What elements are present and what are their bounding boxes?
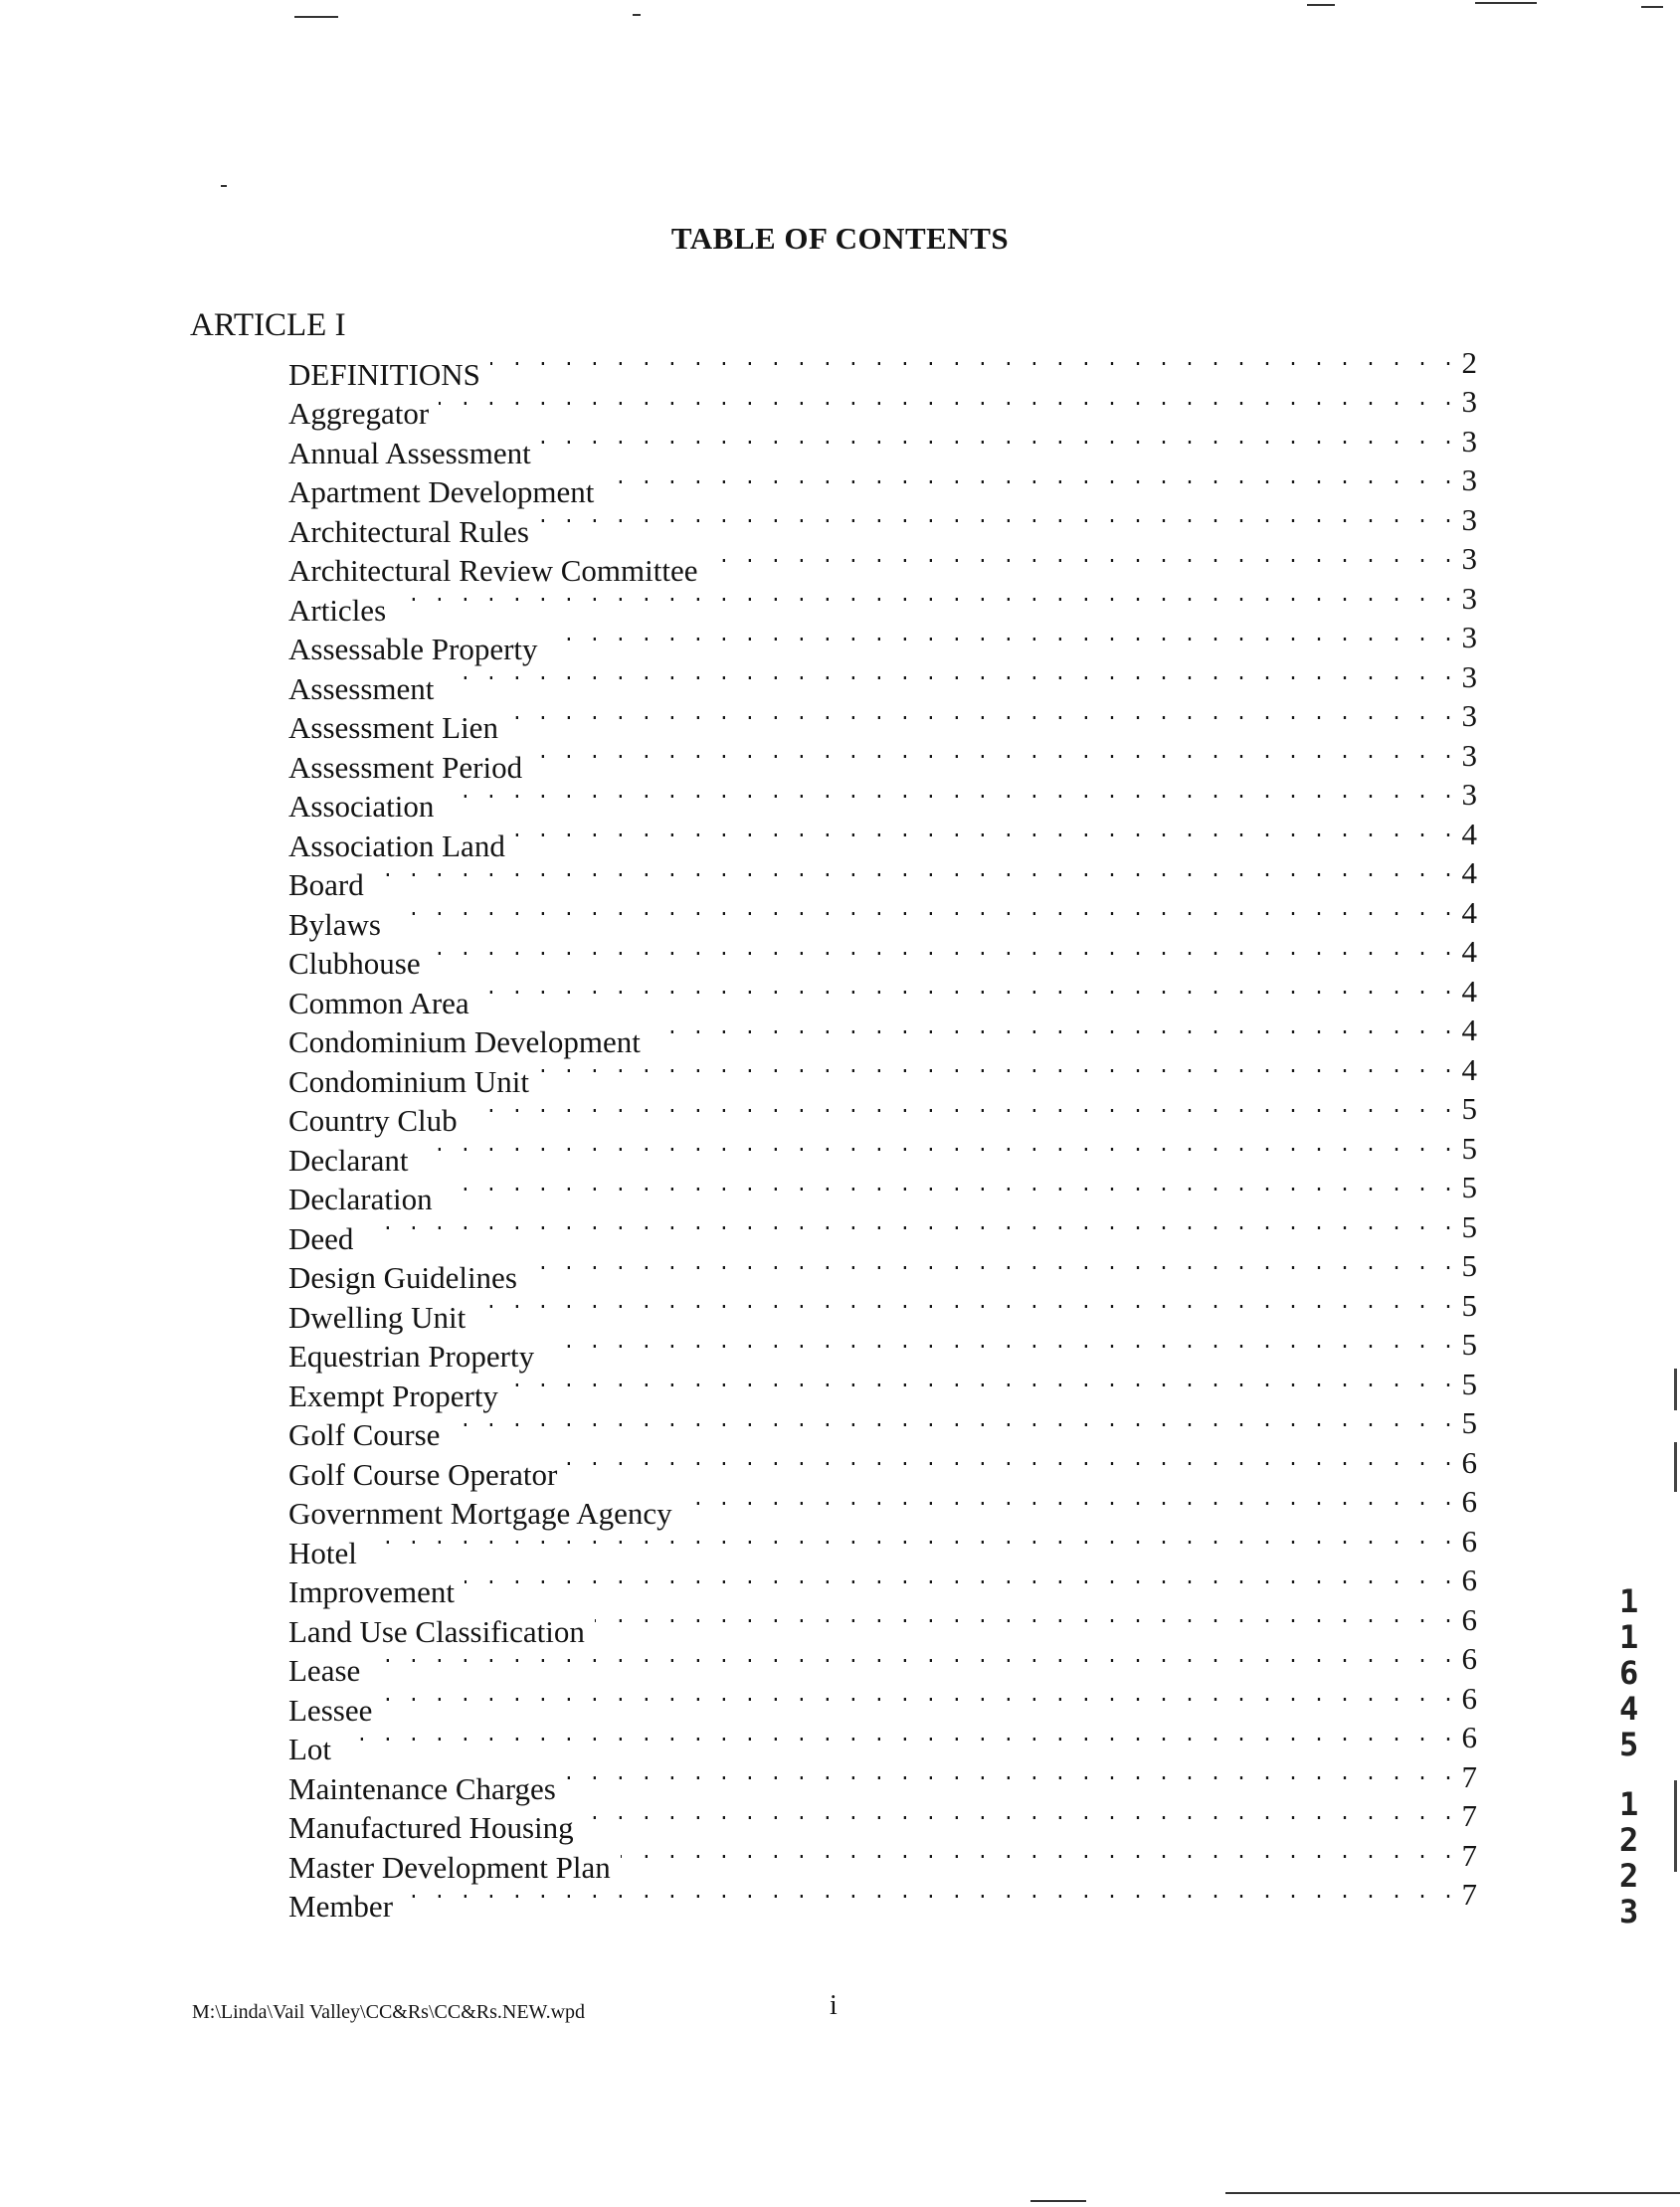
toc-entry[interactable] [288,777,1477,824]
toc-entry-page: 4 [1461,934,1477,969]
footer-file-path: M:\Linda\Vail Valley\CC&Rs\CC&Rs.NEW.wpd [192,2001,586,2023]
toc-entry-page: 5 [1461,1208,1477,1244]
toc-entry-label: Dwelling Unit [288,1299,467,1335]
toc-entry-page: 3 [1461,462,1477,497]
toc-entry-label: Assessment Lien [288,710,498,745]
toc-entry-label: Assessment Period [288,749,523,785]
toc-entry-label: Deed [288,1220,354,1256]
dot-leader [604,463,1455,503]
dot-leader [515,817,1455,856]
toc-entry-label: Golf Course [288,1417,441,1452]
toc-entry[interactable] [288,344,1477,392]
toc-entry-label: Government Mortgage Agency [288,1496,672,1531]
dot-leader [490,345,1455,385]
toc-entry[interactable] [288,1601,1477,1649]
toc-entry-label: Condominium Unit [288,1063,529,1099]
toc-entry[interactable] [288,1130,1477,1178]
toc-entry-label: Aggregator [288,396,430,431]
toc-entry[interactable] [288,1091,1477,1138]
toc-entry[interactable] [288,1563,1477,1609]
dot-leader [539,1052,1455,1092]
page-title: TABLE OF CONTENTS [670,221,1010,256]
scan-artifact [633,14,641,16]
margin-stamp-char: 1 [1619,1582,1639,1620]
toc-entry-page: 4 [1461,894,1477,930]
toc-entry-page: 6 [1461,1484,1477,1519]
dot-leader [465,1563,1455,1603]
toc-entry-page: 3 [1461,658,1477,694]
toc-entry-page: 3 [1461,580,1477,616]
toc-entry[interactable] [288,1641,1477,1688]
toc-entry-page: 3 [1461,737,1477,773]
dot-leader [418,1131,1455,1171]
edge-rule [1674,1369,1677,1410]
dot-leader [508,699,1455,739]
toc-entry-page: 3 [1461,698,1477,733]
dot-leader [374,856,1455,896]
dot-leader [527,1249,1455,1289]
dot-leader [444,778,1455,818]
toc-entry-page: 7 [1461,1758,1477,1794]
footer-page-number: i [830,1990,838,2021]
toc-entry[interactable] [288,698,1477,745]
toc-entry-page: 3 [1461,423,1477,459]
dot-leader [707,542,1455,582]
dot-leader [544,1328,1455,1368]
dot-leader [548,621,1455,660]
edge-rule [1674,1780,1677,1872]
scan-artifact [1641,6,1663,8]
margin-stamp-char: 6 [1619,1654,1639,1692]
toc-entry[interactable] [288,1208,1477,1256]
toc-entry-page: 3 [1461,384,1477,419]
toc-entry-label: Lot [288,1732,332,1766]
toc-entry-page: 6 [1461,1601,1477,1637]
toc-entry-label: Land Use Classification [288,1613,585,1649]
dot-leader [479,974,1455,1013]
toc-entry-label: Declarant [288,1142,409,1178]
toc-entry-label: DEFINITIONS [288,356,480,392]
toc-entry[interactable] [288,658,1477,706]
toc-entry-page: 3 [1461,777,1477,812]
toc-entry-label: Board [288,867,364,902]
toc-entry[interactable] [288,580,1477,628]
toc-entry-label: Country Club [288,1103,458,1138]
dot-leader [508,1367,1455,1406]
toc-entry-label: Bylaws [288,906,381,942]
toc-entry-label: Design Guidelines [288,1260,517,1295]
toc-entry-page: 6 [1461,1563,1477,1597]
dot-leader [341,1721,1455,1760]
scan-artifact [294,16,338,18]
dot-leader [363,1209,1455,1249]
toc-entry-label: Golf Course Operator [288,1456,558,1492]
dot-leader [396,581,1455,621]
dot-leader [532,738,1455,778]
dot-leader [382,1681,1455,1721]
toc-entry-page: 5 [1461,1170,1477,1204]
toc-entry-page: 4 [1461,1012,1477,1047]
toc-entry-label: Apartment Development [288,474,595,509]
scan-artifact [1307,4,1335,6]
scan-artifact [1030,2200,1086,2202]
toc-entry-page: 6 [1461,1641,1477,1676]
toc-entry-page: 7 [1461,1877,1477,1912]
dot-leader [651,1013,1455,1053]
toc-entry-page: 4 [1461,1051,1477,1087]
dot-leader [431,935,1455,975]
scan-artifact [1225,2192,1680,2194]
dot-leader [595,1602,1455,1642]
toc-entry[interactable] [288,1877,1477,1924]
margin-stamp-char: 4 [1619,1690,1639,1728]
toc-entry-page: 3 [1461,541,1477,576]
toc-entry-label: Lessee [288,1692,373,1728]
dot-leader [539,502,1455,542]
dot-leader [682,1485,1455,1525]
toc-entry-page: 3 [1461,620,1477,654]
toc-entry-page: 7 [1461,1837,1477,1873]
toc-entry-label: Assessable Property [288,632,538,666]
dot-leader [467,1092,1455,1132]
toc-entry[interactable] [288,855,1477,902]
dot-leader [391,895,1455,935]
margin-stamp-char: 3 [1619,1893,1639,1931]
toc-list [288,344,1477,1924]
toc-entry[interactable] [288,934,1477,981]
dot-leader [541,424,1455,463]
toc-entry-page: 4 [1461,816,1477,851]
margin-stamp-char: 1 [1619,1785,1639,1823]
toc-entry-label: Annual Assessment [288,435,531,470]
margin-stamp-upper [1619,1583,1638,1762]
toc-entry[interactable] [288,384,1477,431]
margin-stamp-char: 1 [1619,1618,1639,1656]
dot-leader [567,1445,1455,1485]
toc-entry-label: Hotel [288,1535,357,1570]
dot-leader [450,1406,1455,1446]
article-heading: ARTICLE I [190,307,346,343]
toc-entry-page: 2 [1461,344,1477,380]
dot-leader [367,1524,1455,1563]
toc-entry-label: Member [288,1889,394,1924]
toc-entry[interactable] [288,1444,1477,1492]
dot-leader [584,1799,1455,1839]
toc-entry-label: Master Development Plan [288,1849,611,1885]
dot-leader [443,1171,1455,1210]
toc-entry-label: Assessment [288,670,435,706]
margin-stamp-lower [1619,1786,1638,1930]
toc-entry-label: Lease [288,1653,361,1688]
toc-entry[interactable] [288,1248,1477,1295]
edge-rule [1674,1442,1677,1492]
scan-artifact [221,185,227,187]
toc-entry[interactable] [288,1680,1477,1728]
toc-entry[interactable] [288,620,1477,666]
toc-entry-label: Articles [288,592,387,628]
toc-entry[interactable] [288,1720,1477,1766]
dot-leader [403,1878,1455,1918]
toc-entry-page: 5 [1461,1366,1477,1401]
dot-leader [621,1838,1455,1878]
toc-entry-label: Clubhouse [288,946,421,981]
toc-entry-label: Common Area [288,985,469,1020]
toc-entry-label: Association Land [288,828,505,863]
toc-entry-page: 6 [1461,1523,1477,1559]
toc-entry-page: 5 [1461,1327,1477,1362]
margin-stamp-char: 2 [1619,1821,1639,1859]
toc-entry-label: Improvement [288,1574,456,1609]
dot-leader [475,1288,1455,1328]
margin-stamp-char: 5 [1619,1726,1639,1763]
toc-entry[interactable] [288,1405,1477,1452]
toc-entry-page: 5 [1461,1248,1477,1283]
toc-entry-page: 5 [1461,1130,1477,1166]
toc-entry[interactable] [288,423,1477,470]
toc-entry-label: Manufactured Housing [288,1810,574,1845]
toc-entry-label: Architectural Review Committee [288,553,698,588]
dot-leader [370,1642,1455,1682]
toc-entry-label: Association [288,789,435,824]
toc-entry-label: Equestrian Property [288,1339,535,1374]
toc-entry-page: 5 [1461,1091,1477,1126]
toc-entry-page: 6 [1461,1444,1477,1480]
toc-entry[interactable] [288,816,1477,863]
dot-leader [439,385,1455,425]
toc-entry[interactable] [288,973,1477,1020]
toc-entry[interactable] [288,1523,1477,1570]
toc-entry[interactable] [288,1758,1477,1806]
toc-entry-page: 6 [1461,1720,1477,1754]
toc-entry[interactable] [288,1170,1477,1216]
toc-entry[interactable] [288,894,1477,942]
toc-entry-page: 3 [1461,501,1477,537]
toc-entry-page: 7 [1461,1798,1477,1833]
toc-entry-label: Declaration [288,1182,433,1216]
toc-entry-page: 5 [1461,1287,1477,1323]
margin-stamp-char: 2 [1619,1857,1639,1895]
dot-leader [444,659,1455,699]
scan-artifact [1475,2,1537,4]
toc-entry-label: Architectural Rules [288,513,529,549]
toc-entry-page: 5 [1461,1405,1477,1440]
toc-entry-label: Exempt Property [288,1378,498,1413]
dot-leader [566,1759,1455,1799]
toc-entry-label: Maintenance Charges [288,1770,556,1806]
toc-entry-page: 4 [1461,855,1477,890]
toc-entry-page: 4 [1461,973,1477,1009]
toc-entry-page: 6 [1461,1680,1477,1716]
toc-entry-label: Condominium Development [288,1024,641,1059]
